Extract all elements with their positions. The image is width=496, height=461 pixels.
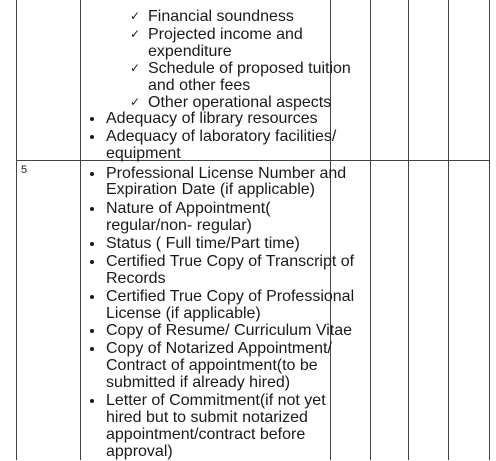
subitem-text: expenditure — [148, 43, 232, 60]
column-divider-4 — [408, 0, 409, 460]
row-number: 5 — [21, 164, 28, 176]
list-item-text: appointment/contract before — [106, 426, 306, 443]
bullet-icon — [90, 347, 94, 351]
column-divider-5 — [448, 0, 449, 460]
bullet-icon — [90, 207, 94, 211]
subitem-text: and other fees — [148, 77, 251, 94]
list-item-text: Letter of Commitment(if not yet — [106, 392, 326, 409]
list-item-text: Nature of Appointment( — [106, 200, 271, 217]
check-icon: ✓ — [130, 95, 141, 109]
list-item-text: Copy of Resume/ Curriculum Vitae — [106, 322, 353, 339]
subitem-text: Other operational aspects — [148, 94, 332, 111]
column-divider-3 — [370, 0, 371, 460]
list-item-text: Certified True Copy of Professional — [106, 288, 355, 305]
list-item-text: Adequacy of library resources — [106, 110, 318, 127]
subitem-text: Financial soundness — [148, 8, 294, 25]
list-item-text: approval) — [106, 443, 173, 460]
list-item-text: Contract of appointment(to be — [106, 357, 318, 374]
bullet-icon — [90, 117, 94, 121]
table-border-left — [16, 0, 17, 460]
list-item-text: equipment — [106, 145, 181, 162]
list-item-text: Adequacy of laboratory facilities/ — [106, 128, 337, 145]
list-item-text: Copy of Notarized Appointment/ — [106, 340, 332, 357]
subitem-text: Projected income and — [148, 26, 303, 43]
check-icon: ✓ — [130, 61, 141, 75]
bullet-icon — [90, 329, 94, 333]
bullet-icon — [90, 295, 94, 299]
bullet-icon — [90, 242, 94, 246]
list-item-text: Status ( Full time/Part time) — [106, 235, 300, 252]
list-item-text: Certified True Copy of Transcript of — [106, 253, 355, 270]
bullet-icon — [90, 399, 94, 403]
list-item-text: regular/non- regular) — [106, 217, 252, 234]
list-item-text: License (if applicable) — [106, 305, 261, 322]
bullet-icon — [90, 260, 94, 264]
list-item-text: Expiration Date (if applicable) — [106, 181, 315, 198]
bullet-icon — [90, 135, 94, 139]
list-item-text: Professional License Number and — [106, 165, 347, 182]
list-item-text: hired but to submit notarized — [106, 409, 308, 426]
column-divider-1 — [80, 0, 81, 460]
table-border-right — [489, 0, 490, 460]
subitem-text: Schedule of proposed tuition — [148, 60, 351, 77]
row-divider — [16, 160, 490, 161]
list-item-text: submitted if already hired) — [106, 374, 291, 391]
bullet-icon — [90, 172, 94, 176]
check-icon: ✓ — [130, 9, 141, 23]
list-item-text: Records — [106, 270, 166, 287]
check-icon: ✓ — [130, 27, 141, 41]
